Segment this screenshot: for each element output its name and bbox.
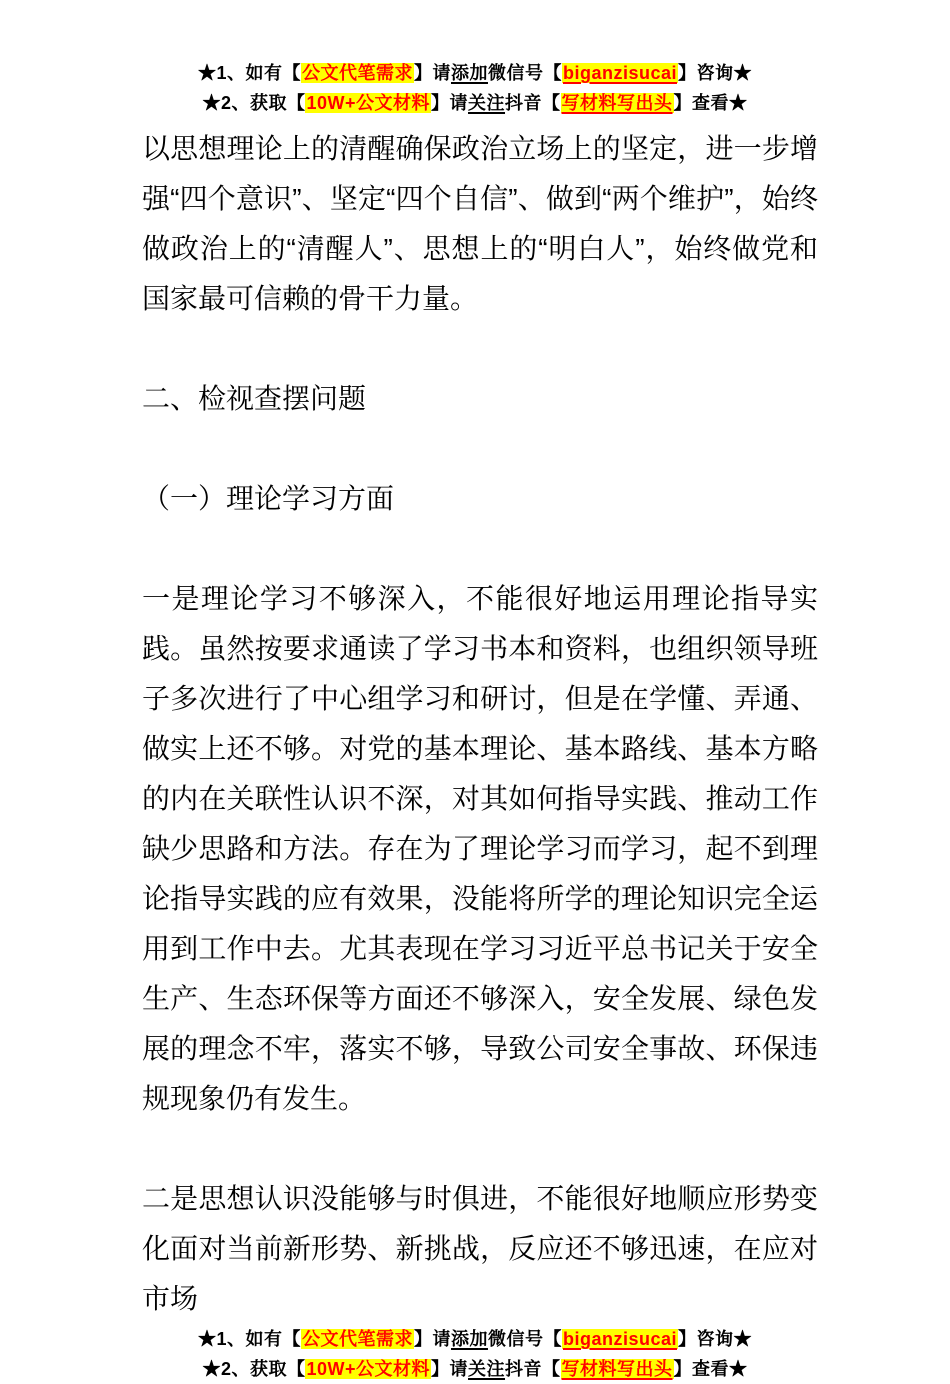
ad-line-2-bottom [0,1354,950,1384]
paragraph-theory-study: 一是理论学习不够深入，不能很好地运用理论指导实践。虽然按要求通读了学习书本和资料，也组织领导班子多次进行了中心组学习和研讨，但是在学懂、弄通、做实上还不够。对党的基本理论、基本路线、基本方略的内在关联性认识不深，对其如何指导实践、推动工作缺少思路和方法。存在为了理论学习而学习，起不到理论指导实践的应有效果，没能将所学的理论知识完全运用到工作中去。尤其表现在学习习近平总书记关于安全生产、生态环保等方面还不够深入，安全发展、绿色发展的理念不牢，落实不够，导致公司安全事故、环保违规现象仍有发生。 [142,583,818,1114]
ad2-suffix: 】查看★ [673,93,748,113]
ad2b-douyin-id-highlight: 写材料写出头 [561,1359,673,1379]
ad2-prefix: ★2、获取【 [202,93,306,113]
section-heading-problems: 二、检视查摆问题 [142,383,367,414]
ad2-action-underline: 关注 [468,93,506,113]
ad1b-channel: 微信号【 [487,1329,562,1349]
ad1-channel: 微信号【 [487,63,562,83]
ad2-douyin-id-highlight: 写材料写出头 [561,93,673,113]
ad-line-2 [0,88,950,118]
ad2-bracket-mid: 】请 [431,93,469,113]
ad1-action-underline: 添加 [450,63,488,83]
ad-line-1 [0,58,950,88]
ad2b-action-underline: 关注 [468,1359,506,1379]
ad-banner-top [0,0,950,118]
ad2b-prefix: ★2、获取【 [202,1359,306,1379]
ad1b-bracket-mid: 】请 [413,1329,451,1349]
document-body [142,124,818,1324]
ad1b-prefix: ★1、如有【 [197,1329,301,1349]
ad1b-service-highlight: 公文代笔需求 [301,1329,413,1349]
ad2b-suffix: 】查看★ [673,1359,748,1379]
ad2b-channel: 抖音【 [505,1359,561,1379]
paragraph-political-stance: 以思想理论上的清醒确保政治立场上的坚定，进一步增强“四个意识”、坚定“四个自信”、做到“两个维护”，始终做政治上的“清醒人”、思想上的“明白人”，始终做党和国家最可信赖的骨干力量。 [142,133,818,314]
ad1-service-highlight: 公文代笔需求 [301,63,413,83]
ad1b-action-underline: 添加 [450,1329,488,1349]
ad1-wechat-id-highlight: biganzisucai [562,63,678,83]
ad2-service-highlight: 10W+公文材料 [306,93,431,113]
ad2b-bracket-mid: 】请 [431,1359,469,1379]
ad2-channel: 抖音【 [505,93,561,113]
ad-banner-bottom [0,1324,950,1384]
ad1b-suffix: 】咨询★ [678,1329,753,1349]
ad1-bracket-mid: 】请 [413,63,451,83]
ad1b-wechat-id-highlight: biganzisucai [562,1329,678,1349]
paragraph-ideology: 二是思想认识没能够与时俱进，不能很好地顺应形势变化面对当前新形势、新挑战，反应还不够迅速，在应对市场 [142,1183,818,1314]
ad1-prefix: ★1、如有【 [197,63,301,83]
subsection-heading-theory-study: （一）理论学习方面 [142,483,395,514]
ad-line-1-bottom [0,1324,950,1354]
ad1-suffix: 】咨询★ [678,63,753,83]
ad2b-service-highlight: 10W+公文材料 [306,1359,431,1379]
